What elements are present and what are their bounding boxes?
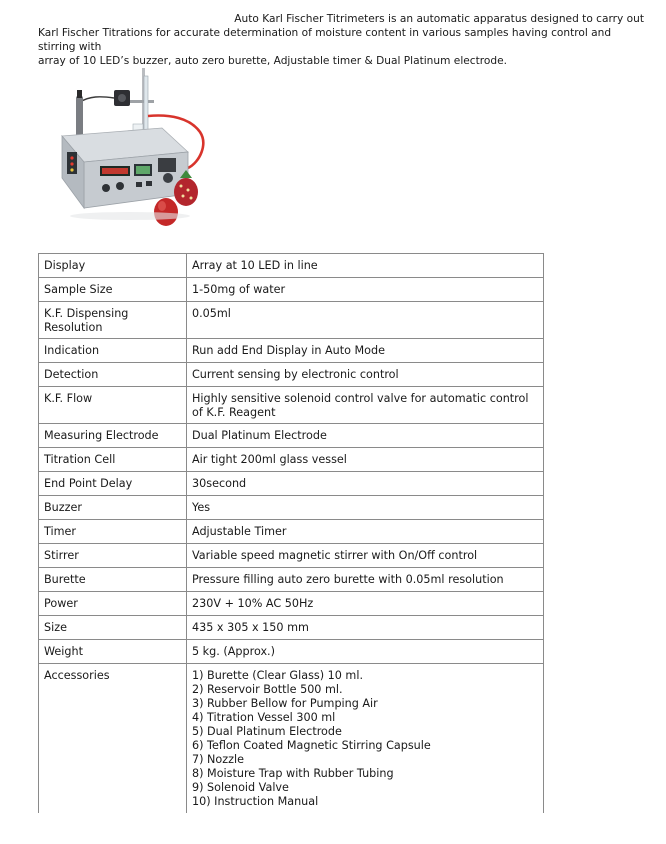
spec-value-measuring-electrode: Dual Platinum Electrode xyxy=(187,424,544,448)
table-row xyxy=(39,544,544,568)
table-row xyxy=(39,616,544,640)
spec-key-weight: Weight xyxy=(39,640,187,664)
spec-key-indication: Indication xyxy=(39,339,187,363)
table-row xyxy=(39,339,544,363)
intro-line-2: Karl Fischer Titrations for accurate determination of moisture content in various samples having control and stirring with xyxy=(38,27,612,53)
table-row xyxy=(39,568,544,592)
spec-value-buzzer: Yes xyxy=(187,496,544,520)
table-row xyxy=(39,387,544,424)
spec-key-buzzer: Buzzer xyxy=(39,496,187,520)
accessory-item: 7) Nozzle xyxy=(192,753,244,766)
table-row xyxy=(39,363,544,387)
table-row xyxy=(39,640,544,664)
table-row xyxy=(39,278,544,302)
spec-value-timer: Adjustable Timer xyxy=(187,520,544,544)
accessory-item: 3) Rubber Bellow for Pumping Air xyxy=(192,697,378,710)
spec-value-indication: Run add End Display in Auto Mode xyxy=(187,339,544,363)
table-row xyxy=(39,254,544,278)
spec-value-sample-size: 1-50mg of water xyxy=(187,278,544,302)
accessory-item: 1) Burette (Clear Glass) 10 ml. xyxy=(192,669,363,682)
spec-value-display: Array at 10 LED in line xyxy=(187,254,544,278)
accessory-item: 8) Moisture Trap with Rubber Tubing xyxy=(192,767,394,780)
accessory-item: 5) Dual Platinum Electrode xyxy=(192,725,342,738)
accessory-item: 6) Teflon Coated Magnetic Stirring Capsule xyxy=(192,739,431,752)
spec-key-accessories: Accessories xyxy=(39,664,187,814)
table-row xyxy=(39,472,544,496)
spec-value-detection: Current sensing by electronic control xyxy=(187,363,544,387)
spec-key-end-point-delay: End Point Delay xyxy=(39,472,187,496)
table-row xyxy=(39,664,544,814)
spec-key-burette: Burette xyxy=(39,568,187,592)
spec-key-power: Power xyxy=(39,592,187,616)
spec-value-stirrer: Variable speed magnetic stirrer with On/Off control xyxy=(187,544,544,568)
table-row xyxy=(39,496,544,520)
spec-key-display: Display xyxy=(39,254,187,278)
spec-value-power: 230V + 10% AC 50Hz xyxy=(187,592,544,616)
spec-value-kf-flow: Highly sensitive solenoid control valve for automatic control of K.F. Reagent xyxy=(187,387,544,424)
spec-key-size: Size xyxy=(39,616,187,640)
spec-key-dispensing-resolution: K.F. Dispensing Resolution xyxy=(39,302,187,339)
table-row xyxy=(39,448,544,472)
table-row xyxy=(39,302,544,339)
specification-table xyxy=(38,253,544,813)
titrator-product-image xyxy=(40,66,220,236)
spec-value-dispensing-resolution: 0.05ml xyxy=(187,302,544,339)
spec-key-timer: Timer xyxy=(39,520,187,544)
table-row xyxy=(39,424,544,448)
spec-key-sample-size: Sample Size xyxy=(39,278,187,302)
accessory-item: 10) Instruction Manual xyxy=(192,795,319,808)
accessory-item: 4) Titration Vessel 300 ml xyxy=(192,711,336,724)
spec-key-measuring-electrode: Measuring Electrode xyxy=(39,424,187,448)
spec-key-detection: Detection xyxy=(39,363,187,387)
accessory-item: 9) Solenoid Valve xyxy=(192,781,289,794)
accessory-item: 2) Reservoir Bottle 500 ml. xyxy=(192,683,343,696)
intro-line-1: Auto Karl Fischer Titrimeters is an automatic apparatus designed to carry out xyxy=(234,13,644,25)
spec-key-kf-flow: K.F. Flow xyxy=(39,387,187,424)
spec-value-titration-cell: Air tight 200ml glass vessel xyxy=(187,448,544,472)
table-row xyxy=(39,520,544,544)
spec-value-accessories xyxy=(187,664,544,814)
intro-paragraph xyxy=(38,12,644,68)
spec-value-burette: Pressure filling auto zero burette with 0.05ml resolution xyxy=(187,568,544,592)
spec-key-stirrer: Stirrer xyxy=(39,544,187,568)
spec-value-weight: 5 kg. (Approx.) xyxy=(187,640,544,664)
spec-value-end-point-delay: 30second xyxy=(187,472,544,496)
intro-line-3: array of 10 LED’s buzzer, auto zero burette, Adjustable timer & Dual Platinum electrode. xyxy=(38,55,507,67)
table-row xyxy=(39,592,544,616)
spec-key-titration-cell: Titration Cell xyxy=(39,448,187,472)
spec-value-size: 435 x 305 x 150 mm xyxy=(187,616,544,640)
